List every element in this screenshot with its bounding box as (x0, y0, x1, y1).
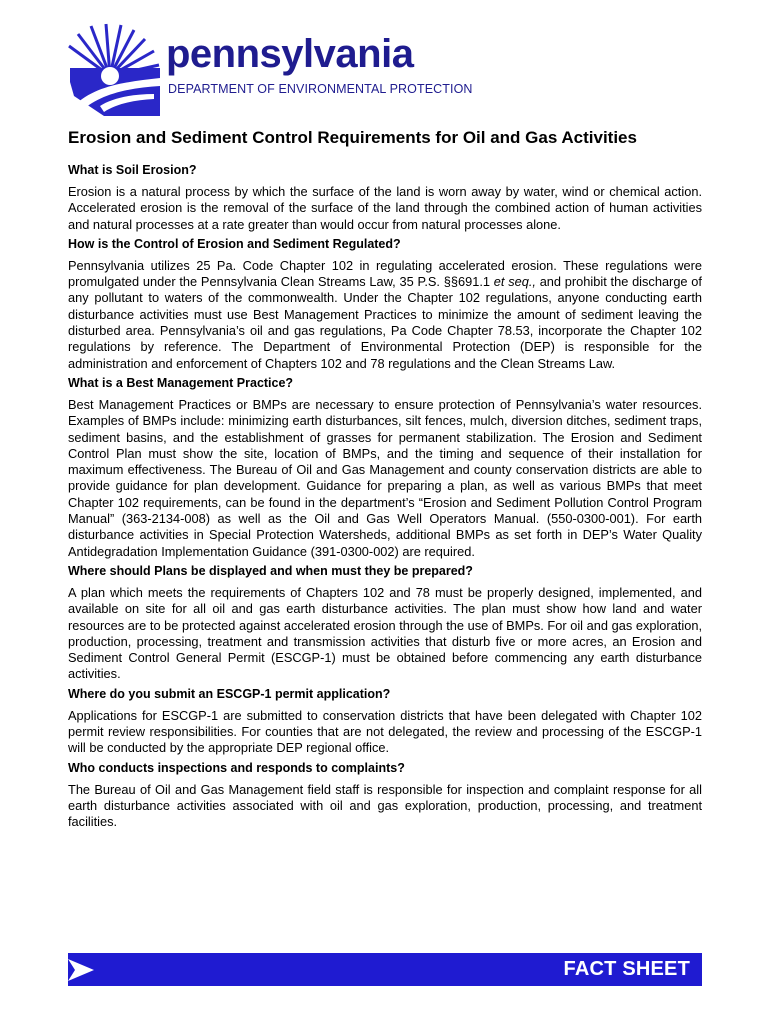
paragraph-text: Pennsylvania utilizes 25 Pa. Code Chapter 102 in regulating accelerated erosion. These regulations were promulgated under the Pennsylvania Clean Streams Law, 35 P.S. §§691.1 (68, 257, 702, 290)
paragraph-text: and prohibit the discharge of any pollutant to waters of the commonwealth. Under the Chapter 102 regulations, anyone conducting earth disturbance activities must use Best Management Practices to minimize the amount of sediment leaving the disturbed area. Pennsylvania’s oil and gas regulations, Pa Code Chapter 78.53, incorporate the Chapter 102 regulations by reference. The Department of Environmental Protection (DEP) is responsible for the administration and enforcement of Chapters 102 and 78 regulations and the Clean Streams Law. (68, 274, 702, 371)
arrow-right-icon (68, 959, 94, 981)
department-name: DEPARTMENT OF ENVIRONMENTAL PROTECTION (168, 82, 473, 96)
footer-banner (68, 953, 702, 986)
section-heading: Who conducts inspections and responds to complaints? (68, 760, 405, 775)
fact-sheet-label: FACT SHEET (563, 958, 690, 980)
document-title: Erosion and Sediment Control Requirements for Oil and Gas Activities (68, 128, 637, 147)
brand-name: pennsylvania (166, 32, 414, 76)
section-paragraph: The Bureau of Oil and Gas Management field staff is responsible for inspection and complaint response for all earth disturbance activities associated with oil and gas exploration, production, processing, and treatment facilities. (68, 781, 702, 830)
pa-keystone-logo-icon (66, 22, 166, 126)
latin-phrase: et seq., (493, 274, 536, 290)
section-paragraph: Erosion is a natural process by which the surface of the land is worn away by water, wind or chemical action. Accelerated erosion is the removal of the surface of the land through the combined action of human activities and natural processes at a rate greater than would occur from natural processes alone. (68, 184, 702, 232)
section-paragraph: Best Management Practices or BMPs are necessary to ensure protection of Pennsylvania’s water resources. Examples of BMPs include: minimizing earth disturbances, silt fences, mulch, diversion ditches, sediment traps, sediment basins, and the establishment of grasses for permanent stabilization. The Erosion and Sediment Control Plan must show the site, location of BMPs, and the timing and sequence of their installation for maximum effectiveness. The Bureau of Oil and Gas Management and county conservation districts are able to provide guidance for plan development. Guidance for preparing a plan, as well as various BMPs that meet Chapter 102 requirements, can be found in the department’s “Erosion and Sediment Pollution Control Program Manual” (363-2134-008) as well as the Oil and Gas Well Operators Manual. (550-0300-001). For earth disturbance activities in Special Protection Watersheds, additional BMPs as set forth in DEP’s Water Quality Antidegradation Implementation Guidance (391-0300-002) are required. (68, 396, 702, 559)
section-heading: Where should Plans be displayed and when must they be prepared? (68, 563, 473, 578)
section-paragraph: Applications for ESCGP-1 are submitted to conservation districts that have been delegated with Chapter 102 permit review responsibilities. For counties that are not delegated, the review and processing of the ESCGP-1 will be conducted by the appropriate DEP regional office. (68, 707, 702, 756)
section-heading: What is a Best Management Practice? (68, 375, 294, 390)
section-paragraph (68, 258, 702, 372)
section-heading: How is the Control of Erosion and Sediment Regulated? (68, 236, 401, 251)
document-body (68, 128, 702, 835)
section-paragraph: A plan which meets the requirements of Chapters 102 and 78 must be properly designed, implemented, and available on site for all oil and gas earth disturbance activities. The plan must show how land and water resources are to be protected against accelerated erosion through the use of BMPs. For oil and gas exploration, production, processing, treatment and transmission activities that disturb five or more acres, an Erosion and Sediment Control General Permit (ESCGP-1) must be obtained before commencing any earth disturbance activities. (68, 584, 702, 682)
section-heading: Where do you submit an ESCGP-1 permit application? (68, 686, 391, 701)
section-heading: What is Soil Erosion? (68, 163, 197, 177)
